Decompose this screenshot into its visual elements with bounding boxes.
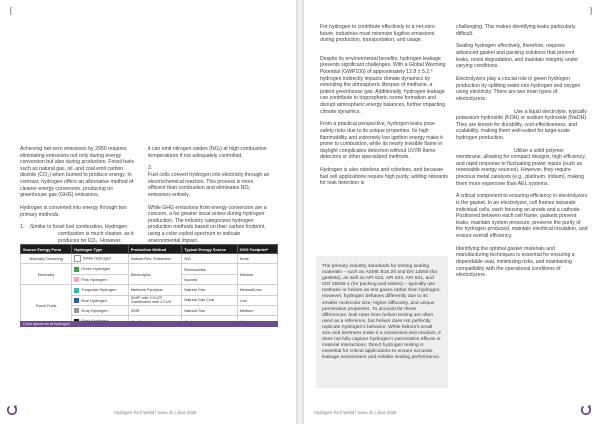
challenging-paragraph: challenging. This makes identifying leaks particularly difficult. (456, 24, 576, 37)
table-cell: Natural Gas (182, 305, 237, 315)
table-cell: Natural Res. Extraction (128, 254, 182, 264)
table-cell: Pink Hydrogen (72, 274, 129, 284)
table-row (21, 264, 278, 274)
list-item-combustion (20, 224, 138, 244)
methods-paragraph: Hydrogen is converted into energy through two primary methods. (20, 204, 127, 218)
intro-paragraph: Achieving net-zero emissions by 2050 requires eliminating emissions not only during energy conversion but also during production. Fossil fuels such as natural gas, oil, and coal emit carbon dioxide (CO₂) when burned to produce energy. In contrast, hydrogen offers an alternative method of cleaner energy conversion, producing no greenhouse gas (GHG) emissions. (20, 146, 135, 199)
materials-paragraph: Identifying the optimal gasket materials and manufacturing techniques is essential for ensuring a dependable seal, minimizing risks, and maintaining compatibility with the operational conditions of electrolyzers. (456, 245, 575, 279)
right-column-1 (320, 24, 448, 193)
table-row (21, 254, 278, 264)
table-cell: Minimal (237, 264, 277, 285)
table-header: GHG Footprint* (237, 245, 277, 254)
color-swatch (74, 277, 79, 282)
publication-logo-icon (580, 404, 592, 416)
table-cell: Natural Gas Coal (182, 295, 237, 305)
electrolyzers-paragraph: Electrolyzers play a crucial role in green hydrogen production by splitting water into hydrogen and oxygen using electricity. There are two main types of electrolyzers: (456, 75, 581, 102)
color-swatch (74, 288, 79, 293)
table-cell: Nuclear (182, 274, 237, 284)
table-header: Source Energy Form (21, 245, 72, 254)
table-header: Hydrogen Type (72, 245, 129, 254)
table-cell: Natural Gas (182, 285, 237, 295)
table-cell: None (237, 254, 277, 264)
left-column-2 (148, 146, 272, 250)
table-header: Production Method (128, 245, 182, 254)
color-swatch (74, 255, 81, 262)
list-text: Similar to fossil fuel combustion. Hydrogen combustion is much cleaner, as it produces no CO₂. However, (30, 224, 134, 244)
right-column-2 (456, 24, 588, 285)
odorless-paragraph: Hydrogen is also odorless and colorless, and because fuel cell applications require high purity, adding odorants for leak detection is (320, 167, 448, 187)
gasket-paragraph: A critical component to ensuring efficiency in electrolyzers is the gasket. In an electrolyzer, cell frames separate individual cells, each housing an anode and a cathode. Positioned between each cell frame, gaskets prevent leaks, maintain system pressure, preserve the purity of the hydrogen produced, maintain electrical insulation, and ensure overall efficiency. (456, 193, 588, 239)
table-cell: Medium (237, 305, 277, 315)
page-marker: ] (590, 8, 592, 15)
leakage-paragraph: Despite its environmental benefits, hydrogen leakage presents significant challenges. With a Global Warming Potential (GWP100) of approximately 12.8 ± 5.2,⁴ hydrogen indirectly impacts climate dynamics by extending the atmospheric lifespan of methane, a potent greenhouse gas. Additionally, hydrogen leakage can contribute to tropospheric ozone formation and disrupt atmospheric energy balances, further impacting climate dynamics. (320, 55, 446, 115)
pem-paragraph: Utilize a solid polymer membrane, allowing for compact designs, high efficiency, and rapid response to fluctuating power inputs (such as renewable energy sources). However, they require precious metal catalysts (e.g., platinum, iridium), making them more expensive than AEL systems. (456, 147, 586, 187)
publication-logo-icon (6, 404, 18, 416)
page-footer: Hydrogen Tech World | Issue 22 | June 2025 (314, 410, 397, 415)
table-cell: SMR (128, 305, 182, 315)
table-cell: Electricity (21, 264, 72, 285)
table-caption: Color spectrum of hydrogen (20, 321, 278, 327)
safety-paragraph: From a practical perspective, hydrogen leaks pose safety risks due to its unique properties. Its high flammability and extremely low ignition energy make it prone to combustion, while its nearly invisible flame in daylight complicates detection without UV/IR flame detectors or other specialized methods. (320, 121, 443, 161)
color-swatch (74, 298, 79, 303)
color-swatch (74, 308, 79, 313)
table-row (21, 285, 278, 295)
table-header: Typical Energy Source (182, 245, 237, 254)
table-cell: Blue Hydrogen (72, 295, 129, 305)
table-cell: Fossil Fuels (21, 285, 72, 327)
table-cell: Renewables (182, 264, 237, 274)
hydrogen-color-table (20, 244, 278, 328)
table-cell: Low (237, 295, 277, 305)
table-cell: N/A (182, 254, 237, 264)
ael-paragraph: Use a liquid electrolyte, typically potassium hydroxide (KOH) or sodium hydroxide (NaOH). They are known for durability, cost-effectiveness, and scalability, making them well-suited for large-scale hydrogen production. (456, 108, 588, 141)
left-page (0, 0, 296, 424)
page-marker: [ (10, 8, 12, 15)
standards-text: The primary industry standards for testing sealing materials – such as ASME B16.20 and EN 13555 (for gaskets), as well as API 622, API 624, API 641, and ISO 15848-1 (for packing and valves) – typically use methane or helium as test gases rather than hydrogen. However, hydrogen behaves differently due to its smaller molecular size, higher diffusivity, and unique permeation properties. To account for these differences, leak rates from helium testing are often used as a reference, but helium does not perfectly replicate hydrogen's behavior. While helium's small size and inertness make it a convenient test medium, it does not fully capture hydrogen's permeation effects or material interactions. Direct hydrogen testing is essential for critical applications to ensure accurate leakage assessment and reliable sealing performance. (322, 264, 441, 361)
table-cell: Methane Pyrolysis (128, 285, 182, 295)
left-column-1 (20, 146, 138, 247)
ghg-paragraph: While GHG emissions from energy conversion are a concern, a far greater issue arises during hydrogen production. The industry categorizes hydrogen production methods based on their carbon footprint, using a color-coded spectrum to indicate environmental impact. (148, 204, 267, 244)
page-gutter (296, 0, 304, 424)
color-swatch (74, 267, 79, 272)
page-footer: Hydrogen Tech World | Issue 22 | June 2025 (114, 410, 197, 415)
table-cell: Turquoise Hydrogen (72, 285, 129, 295)
table-cell: Naturally Occurring (21, 254, 72, 264)
fugitive-paragraph: For hydrogen to contribute effectively to a net-zero future, industries must minimize fugitive emissions during production, transportation, and usage. (320, 24, 435, 44)
table-cell: SMR¹ with CCUS² Gasification with CCUS (128, 295, 182, 305)
table-cell: Minimal/Low (237, 285, 277, 295)
table-cell: Electrolysis (128, 264, 182, 285)
sealing-paragraph: Sealing hydrogen effectively, therefore, requires advanced gasket and packing solutions that prevent leaks, resist degradation, and maintain integrity under varying conditions. (456, 43, 579, 70)
fuel-cell-paragraph: Fuel cells convert hydrogen into electricity through an electrochemical reaction. This process is more efficient than combustion and eliminates NOₓ emissions entirely. (148, 171, 270, 198)
list-number: 2. (148, 165, 153, 172)
right-page (304, 0, 600, 424)
nox-paragraph: it can emit nitrogen oxides (NOₓ) at high combustion temperatures if not adequately controlled. (148, 146, 267, 159)
table-cell: Gray Hydrogen (72, 305, 129, 315)
table-cell: White Hydrogen (72, 254, 129, 264)
list-number: 1. (20, 224, 25, 231)
table-cell: Green Hydrogen (72, 264, 129, 274)
